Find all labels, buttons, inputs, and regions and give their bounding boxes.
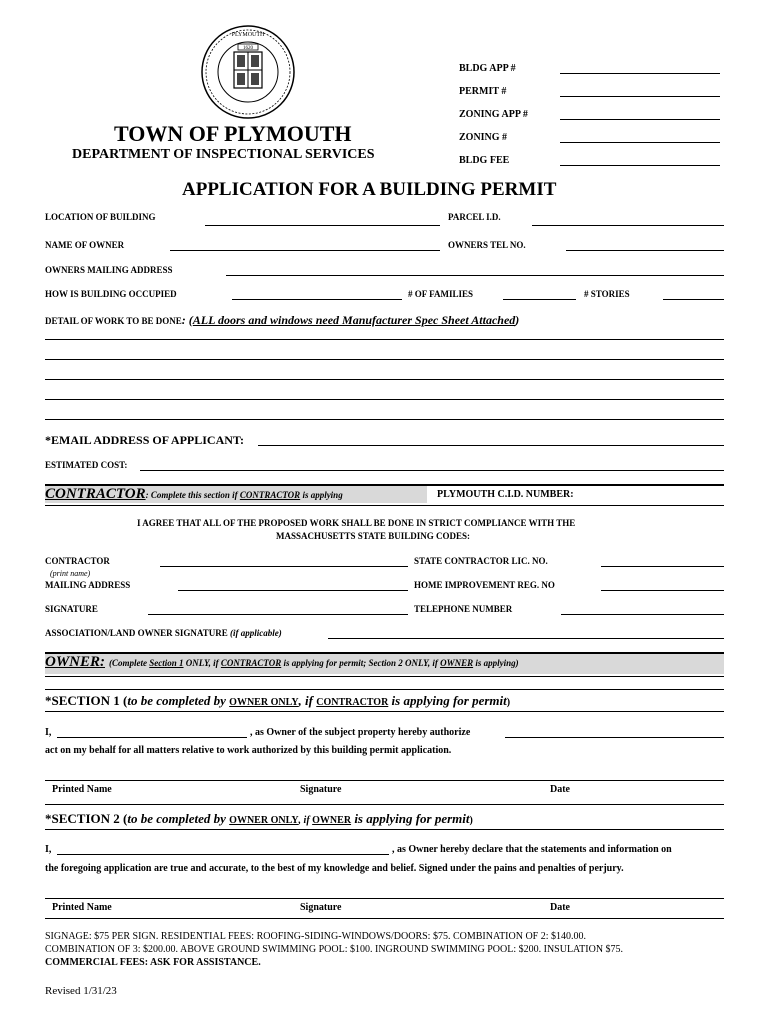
owner-note-contractor: CONTRACTOR — [220, 658, 282, 668]
owner-note-d: is applying) — [473, 658, 519, 668]
contractor-note-post: is applying — [300, 490, 343, 500]
contractor-heading — [45, 485, 343, 503]
permit-label: PERMIT # — [459, 86, 507, 97]
assoc-note: (if applicable) — [229, 628, 282, 638]
section1-i-label: I, — [45, 727, 52, 738]
owner-bottom-rule — [45, 676, 724, 677]
zoning-app-field[interactable] — [560, 119, 720, 120]
section2-declare: , as Owner hereby declare that the statements and information on — [392, 844, 672, 855]
agree-line-1: I AGREE THAT ALL OF THE PROPOSED WORK SHALL BE DONE IN STRICT COMPLIANCE WITH THE — [137, 518, 576, 528]
fees-line-3: COMMERCIAL FEES: ASK FOR ASSISTANCE. — [45, 957, 261, 968]
section2-i-label: I, — [45, 844, 52, 855]
section2-mid: , if — [298, 815, 313, 826]
owner-name-field[interactable] — [170, 250, 440, 251]
contractor-note-word: CONTRACTOR — [239, 490, 301, 500]
print-name-note: (print name) — [50, 569, 91, 578]
section2-bottom-rule — [45, 829, 724, 830]
section1-name-field[interactable] — [57, 737, 247, 738]
bldg-app-label: BLDG APP # — [459, 63, 516, 74]
detail-line-3[interactable] — [45, 379, 724, 380]
bldg-app-field[interactable] — [560, 73, 720, 74]
stories-field[interactable] — [663, 299, 724, 300]
section2-printed-name: Printed Name — [52, 902, 112, 913]
section1-end-rule — [45, 804, 724, 805]
contractor-heading-text: CONTRACTOR — [45, 486, 146, 502]
detail-close: ) — [515, 313, 520, 327]
mailing-label: OWNERS MAILING ADDRESS — [45, 265, 173, 275]
contractor-signature-label: SIGNATURE — [45, 604, 98, 614]
form-title: APPLICATION FOR A BUILDING PERMIT — [182, 179, 557, 200]
estimated-cost-field[interactable] — [140, 470, 724, 471]
section2-heading — [45, 810, 473, 828]
owner-note-b: ONLY, if — [183, 658, 221, 668]
owner-note-sec1: Section 1 — [149, 658, 184, 668]
owner-note-owner: OWNER — [440, 658, 474, 668]
owner-name-label: NAME OF OWNER — [45, 240, 125, 250]
department-title: DEPARTMENT OF INSPECTIONAL SERVICES — [72, 147, 375, 162]
assoc-label-text: ASSOCIATION/LAND OWNER SIGNATURE — [45, 628, 228, 638]
zoning-field[interactable] — [560, 142, 720, 143]
detail-line-5[interactable] — [45, 419, 724, 420]
detail-line-2[interactable] — [45, 359, 724, 360]
occupied-field[interactable] — [232, 299, 402, 300]
section2-owner-only: OWNER ONLY — [229, 815, 299, 826]
section1-close: ) — [506, 697, 511, 708]
detail-note: ALL doors and windows need Manufacturer Spec Sheet Attached — [192, 313, 516, 327]
section2-date: Date — [550, 902, 570, 913]
owner-tel-field[interactable] — [566, 250, 724, 251]
owner-heading-text: OWNER: — [45, 654, 106, 670]
assoc-signature-field[interactable] — [328, 638, 724, 639]
town-title: TOWN OF PLYMOUTH — [114, 121, 352, 146]
section1-bottom-rule — [45, 711, 724, 712]
occupied-label: HOW IS BUILDING OCCUPIED — [45, 289, 177, 299]
owner-note-c: is applying for permit; Section 2 ONLY, if — [281, 658, 441, 668]
estimated-cost-label: ESTIMATED COST: — [45, 460, 128, 470]
section2-owner: OWNER — [312, 815, 352, 826]
owner-tel-label: OWNERS TEL NO. — [448, 240, 526, 250]
section1-lead: to be completed by — [127, 693, 230, 708]
bldg-fee-field[interactable] — [560, 165, 720, 166]
telephone-label: TELEPHONE NUMBER — [414, 604, 513, 614]
section2-lead: to be completed by — [127, 811, 230, 826]
contractor-mailing-field[interactable] — [178, 590, 408, 591]
revised-date: Revised 1/31/23 — [45, 985, 117, 997]
section1-owner-only: OWNER ONLY — [229, 697, 299, 708]
section1-authorize: , as Owner of the subject property hereby authorize — [250, 727, 471, 738]
section1-top-rule — [45, 689, 724, 690]
families-label: # OF FAMILIES — [408, 289, 474, 299]
section1-agent-field[interactable] — [505, 737, 724, 738]
home-imp-label: HOME IMPROVEMENT REG. NO — [414, 580, 555, 590]
bldg-fee-label: BLDG FEE — [459, 155, 510, 166]
permit-field[interactable] — [560, 96, 720, 97]
contractor-note-pre: : Complete this section if — [145, 490, 240, 500]
detail-colon: : ( — [181, 313, 193, 327]
location-label: LOCATION OF BUILDING — [45, 212, 156, 222]
mailing-field[interactable] — [226, 275, 724, 276]
state-lic-field[interactable] — [601, 566, 724, 567]
parcel-field[interactable] — [532, 225, 724, 226]
email-field[interactable] — [258, 445, 724, 446]
detail-label-text: DETAIL OF WORK TO BE DONE — [45, 316, 182, 326]
fees-line-2: COMBINATION OF 3: $200.00. ABOVE GROUND SWIMMING POOL: $100. INGROUND SWIMMING POOL: $200. INSULATION $75. — [45, 944, 624, 955]
agree-line-2: MASSACHUSETTS STATE BUILDING CODES: — [276, 531, 470, 541]
section1-date: Date — [550, 784, 570, 795]
contractor-name-label: CONTRACTOR — [45, 556, 110, 566]
seal-text: PLYMOUTH — [231, 32, 265, 38]
location-field[interactable] — [205, 225, 440, 226]
contractor-mailing-label: MAILING ADDRESS — [45, 580, 131, 590]
section2-signature: Signature — [300, 902, 342, 913]
families-field[interactable] — [503, 299, 576, 300]
section2-foregoing: the foregoing application are true and accurate, to the best of my knowledge and belief. Signed under the pains and penalties of perjury. — [45, 863, 624, 874]
section2-tail: is applying for permit — [351, 811, 470, 826]
owner-heading — [45, 653, 519, 671]
fees-line-1: SIGNAGE: $75 PER SIGN. RESIDENTIAL FEES: ROOFING-SIDING-WINDOWS/DOORS: $75. COMBINATION OF 2: $140.00. — [45, 931, 587, 942]
section1-mid: , if — [298, 693, 317, 708]
section1-signature-line[interactable] — [45, 780, 724, 781]
parcel-label: PARCEL I.D. — [448, 212, 501, 222]
contractor-name-field[interactable] — [160, 566, 408, 567]
town-seal-logo — [200, 24, 296, 120]
section1-contractor: CONTRACTOR — [316, 697, 389, 708]
section1-tail: is applying for permit — [388, 693, 507, 708]
section1-act: act on my behalf for all matters relative to work authorized by this building permit application. — [45, 745, 452, 756]
detail-label — [45, 313, 519, 328]
home-imp-field[interactable] — [601, 590, 724, 591]
seal-year: 1620 — [243, 46, 253, 51]
detail-line-4[interactable] — [45, 399, 724, 400]
contractor-bottom-rule — [45, 505, 724, 506]
contractor-signature-field[interactable] — [148, 614, 408, 615]
assoc-label — [45, 628, 282, 638]
telephone-field[interactable] — [561, 614, 724, 615]
section2-close: ) — [469, 815, 473, 826]
zoning-app-label: ZONING APP # — [459, 109, 528, 120]
section1-heading-text: *SECTION 1 ( — [45, 693, 128, 708]
section2-name-field[interactable] — [57, 854, 389, 855]
state-lic-label: STATE CONTRACTOR LIC. NO. — [414, 556, 548, 566]
zoning-label: ZONING # — [459, 132, 508, 143]
section1-heading — [45, 692, 510, 710]
cid-label: PLYMOUTH C.I.D. NUMBER: — [437, 489, 574, 500]
detail-line-1[interactable] — [45, 339, 724, 340]
section1-printed-name: Printed Name — [52, 784, 112, 795]
section2-end-rule — [45, 918, 724, 919]
section2-signature-line[interactable] — [45, 898, 724, 899]
section2-heading-text: *SECTION 2 ( — [45, 811, 128, 826]
stories-label: # STORIES — [584, 289, 630, 299]
section1-signature: Signature — [300, 784, 342, 795]
owner-note-a: (Complete — [109, 658, 150, 668]
email-label: *EMAIL ADDRESS OF APPLICANT: — [45, 433, 245, 447]
